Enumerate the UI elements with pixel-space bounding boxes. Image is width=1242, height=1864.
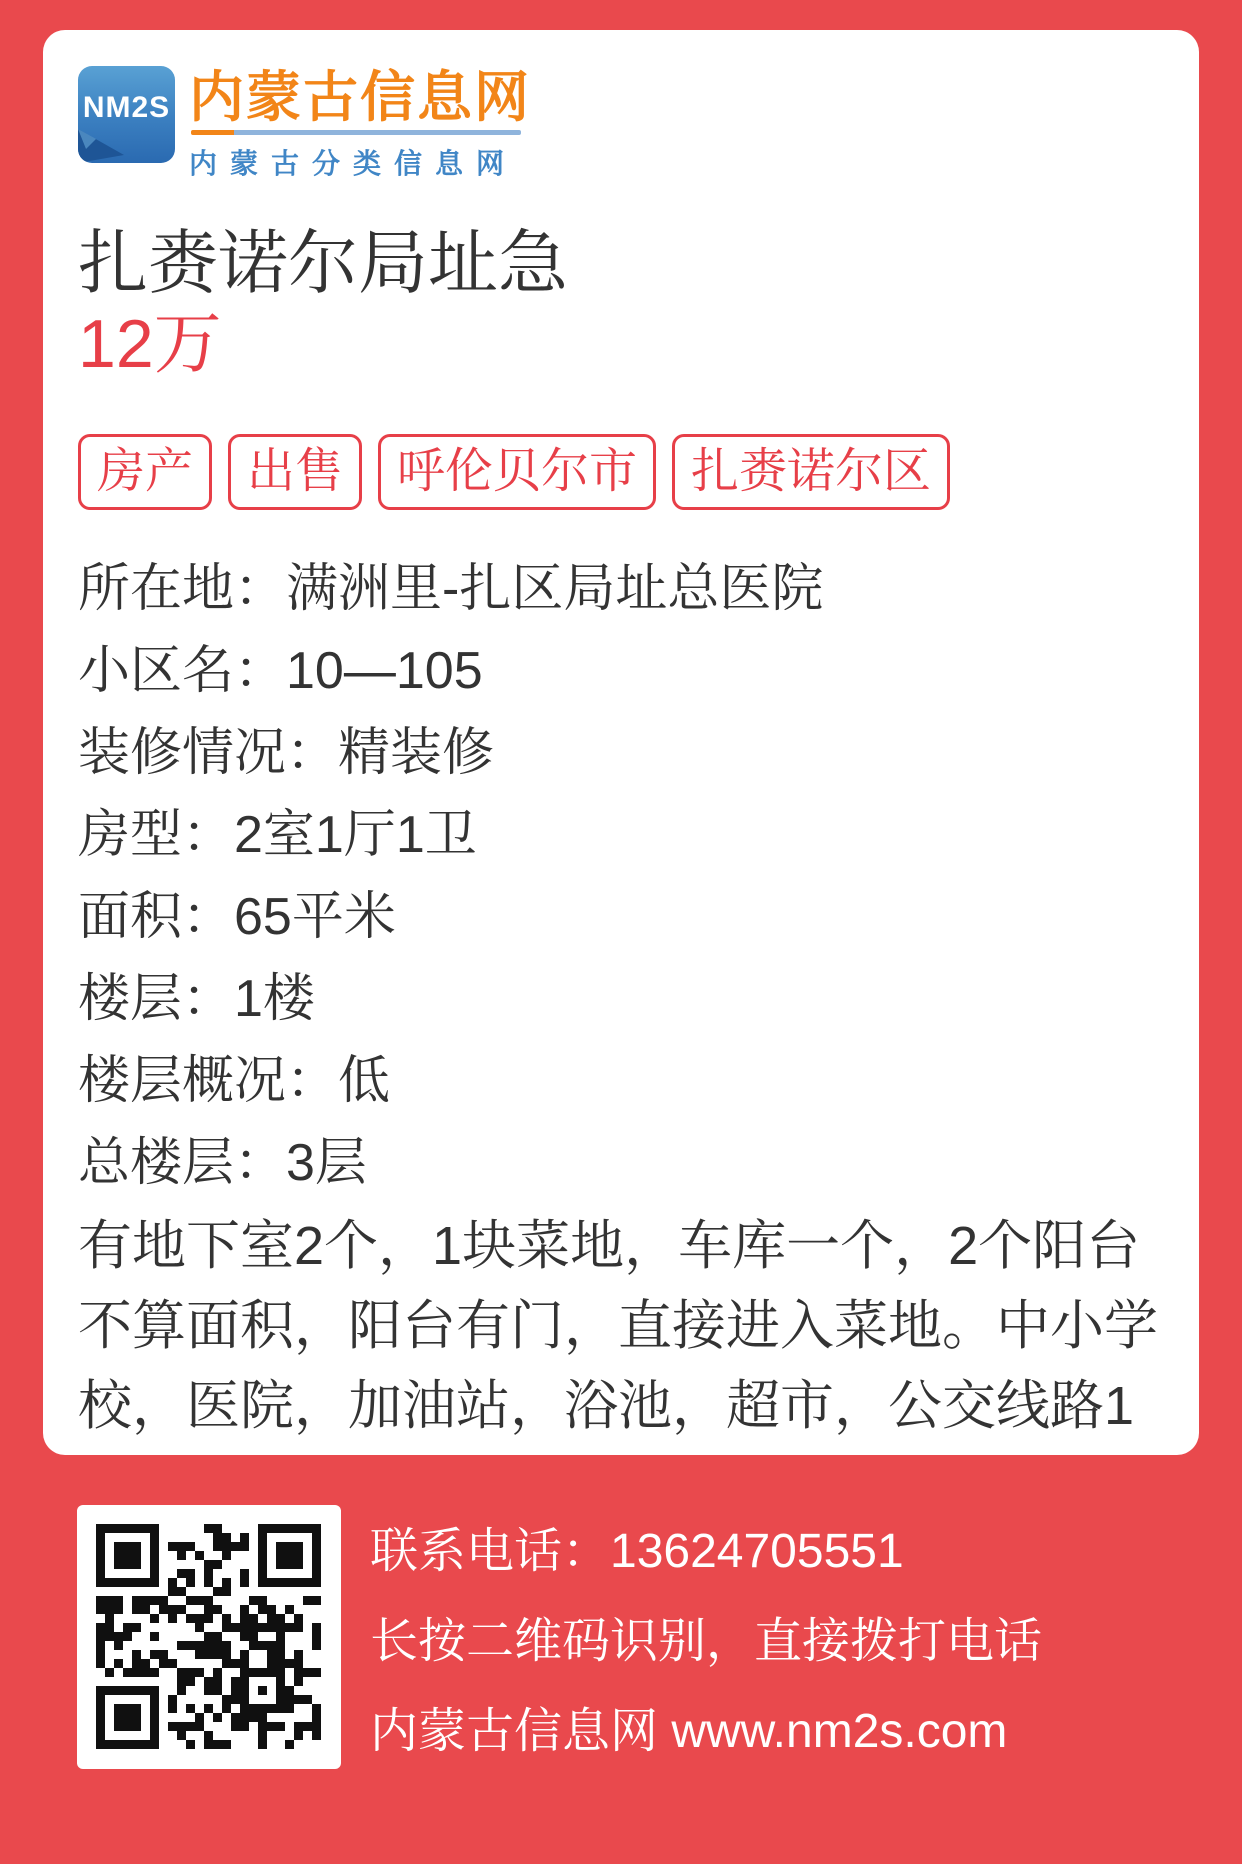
detail-value: 65平米 (234, 888, 396, 946)
detail-row-floor-level (78, 1040, 1164, 1122)
qr-code[interactable] (77, 1505, 341, 1769)
tag-category[interactable]: 房产 (78, 434, 212, 510)
site-logo[interactable] (78, 66, 1164, 182)
detail-label: 总楼层： (78, 1134, 287, 1192)
listing-title: 扎赉诺尔局址急 (78, 224, 568, 302)
detail-label: 小区名： (78, 642, 287, 700)
page (0, 30, 1242, 1864)
tag-trade-type[interactable]: 出售 (228, 434, 362, 510)
detail-value: 2室1厅1卫 (234, 806, 477, 864)
detail-row-floor (78, 958, 1164, 1040)
logo-icon-text: NM2S (82, 90, 171, 124)
nm2s-logo-icon (78, 66, 175, 163)
qr-hint: 长按二维码识别，直接拨打电话 (370, 1615, 1043, 1668)
detail-row-layout (78, 794, 1164, 876)
detail-label: 楼层： (78, 970, 235, 1028)
tag-city[interactable]: 呼伦贝尔市 (378, 434, 656, 510)
qr-code-pattern (96, 1524, 322, 1749)
logo-underline (191, 130, 521, 135)
listing-price: 12万 (78, 306, 222, 382)
logo-fold-corner (78, 119, 130, 163)
detail-label: 装修情况： (78, 724, 339, 782)
footer-text-block (370, 1505, 1042, 1777)
detail-list (78, 548, 1164, 1446)
detail-value: 满洲里-扎区局址总医院 (286, 560, 824, 618)
contact-phone[interactable]: 联系电话：13624705551 (370, 1525, 904, 1578)
detail-row-decoration (78, 712, 1164, 794)
listing-description: 有地下室2个，1块菜地，车库一个，2个阳台不算面积，阳台有门，直接进入菜地。中小学校，医院，加油站，浴池，超市，公交线路1 (78, 1216, 1158, 1436)
site-url[interactable]: 内蒙古信息网 www.nm2s.com (370, 1705, 1008, 1758)
listing-card (43, 30, 1199, 1455)
detail-value: 精装修 (338, 724, 495, 782)
detail-row-area (78, 876, 1164, 958)
detail-value: 3层 (286, 1134, 367, 1192)
detail-row-location (78, 548, 1164, 630)
tag-district[interactable]: 扎赉诺尔区 (672, 434, 950, 510)
detail-label: 房型： (78, 806, 235, 864)
detail-row-community (78, 630, 1164, 712)
tag-list (78, 434, 1164, 510)
site-subtitle: 内蒙古分类信息网 (189, 148, 518, 179)
detail-row-total-floors (78, 1122, 1164, 1204)
detail-label: 所在地： (78, 560, 287, 618)
site-name: 内蒙古信息网 (189, 66, 532, 128)
detail-label: 面积： (78, 888, 235, 946)
detail-value: 1楼 (234, 970, 315, 1028)
logo-text-block (189, 66, 531, 182)
detail-label: 楼层概况： (78, 1052, 339, 1110)
detail-value: 低 (338, 1052, 391, 1110)
footer (77, 1505, 1242, 1777)
detail-value: 10—105 (286, 642, 483, 700)
